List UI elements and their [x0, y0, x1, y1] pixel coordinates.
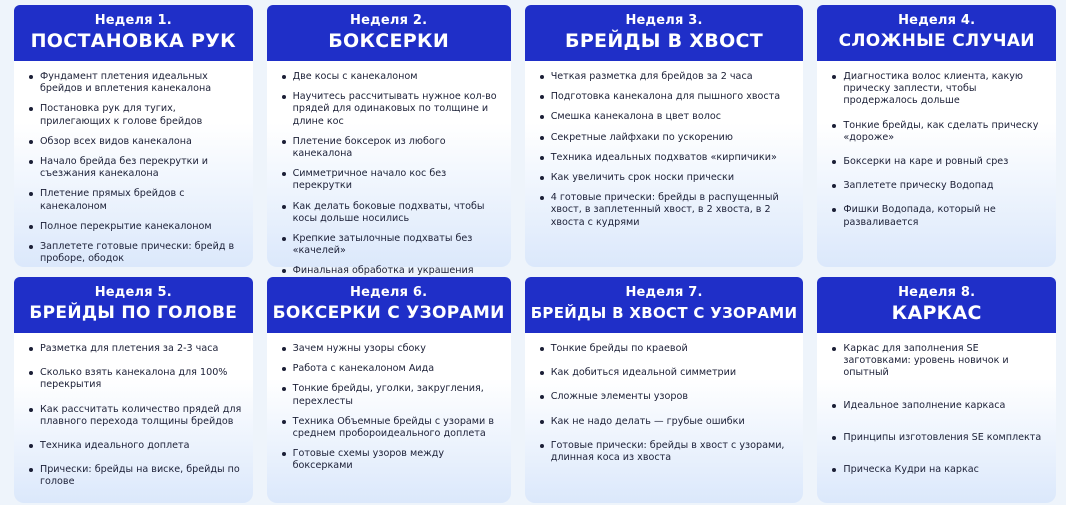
- list-item: Обзор всех видов канекалона: [28, 136, 243, 148]
- list-item: Плетение прямых брейдов с канекалоном: [28, 188, 243, 212]
- week-items: [525, 61, 804, 267]
- week-card-6: [267, 277, 511, 503]
- week-card-2: [267, 5, 511, 277]
- list-item: Заплетете прическу Водопад: [831, 180, 1046, 192]
- week-card-header: [267, 5, 511, 61]
- list-item: Сложные элементы узоров: [539, 391, 794, 403]
- list-item: 4 готовые прически: брейды в распущенный хвост, в заплетенный хвост, в 2 хвоста, в 2 хвоста с кудрями: [539, 192, 794, 229]
- week-card-header: [267, 277, 511, 333]
- list-item: Постановка рук для тугих, прилегающих к голове брейдов: [28, 103, 243, 127]
- week-number: Неделя 7.: [625, 285, 703, 300]
- week-items: [267, 333, 511, 503]
- week-topic: БОКСЕРКИ: [328, 30, 450, 52]
- week-number: Неделя 4.: [898, 13, 976, 28]
- list-item: Две косы с канекалоном: [281, 71, 501, 83]
- list-item: Тонкие брейды, как сделать прическу «дороже»: [831, 120, 1046, 144]
- list-item: Сколько взять канекалона для 100% перекрытия: [28, 367, 243, 391]
- week-card-header: [14, 5, 253, 61]
- week-topic: БРЕЙДЫ ПО ГОЛОВЕ: [29, 303, 238, 323]
- list-item: Заплетете готовые прически: брейд в проборе, ободок: [28, 241, 243, 265]
- list-item: Крепкие затылочные подхваты без «качелей»: [281, 233, 501, 257]
- week-card-header: [525, 5, 804, 61]
- list-item: Техника идеального доплета: [28, 440, 243, 452]
- list-item: Каркас для заполнения SE заготовками: уровень новичок и опытный: [831, 343, 1046, 380]
- list-item: Тонкие брейды, уголки, закругления, перехлесты: [281, 383, 501, 407]
- list-item: Принципы изготовления SE комплекта: [831, 432, 1046, 444]
- week-card-header: [817, 5, 1056, 61]
- week-card-header: [817, 277, 1056, 333]
- week-topic: БРЕЙДЫ В ХВОСТ: [565, 30, 764, 52]
- list-item: Как делать боковые подхваты, чтобы косы дольше носились: [281, 201, 501, 225]
- list-item: Симметричное начало кос без перекрутки: [281, 168, 501, 192]
- list-item: Смешка канекалона в цвет волос: [539, 111, 794, 123]
- list-item: Прически: брейды на виске, брейды по голове: [28, 464, 243, 488]
- week-items: [14, 333, 253, 503]
- list-item: Работа с канекалоном Аида: [281, 363, 501, 375]
- list-item: Прическа Кудри на каркас: [831, 464, 1046, 476]
- list-item: Плетение боксерок из любого канекалона: [281, 136, 501, 160]
- list-item: Как рассчитать количество прядей для плавного перехода толщины брейдов: [28, 404, 243, 428]
- week-topic: БРЕЙДЫ В ХВОСТ С УЗОРАМИ: [530, 304, 798, 322]
- list-item: Подготовка канекалона для пышного хвоста: [539, 91, 794, 103]
- week-topic: БОКСЕРКИ С УЗОРАМИ: [272, 303, 505, 323]
- week-card-7: [525, 277, 804, 503]
- week-number: Неделя 6.: [350, 285, 428, 300]
- list-item: Научитесь рассчитывать нужное кол-во прядей для одинаковых по толщине и длине кос: [281, 91, 501, 128]
- week-number: Неделя 3.: [625, 13, 703, 28]
- list-item: Как увеличить срок носки прически: [539, 172, 794, 184]
- week-number: Неделя 1.: [94, 13, 172, 28]
- week-items: [267, 61, 511, 286]
- list-item: Секретные лайфхаки по ускорению: [539, 132, 794, 144]
- week-topic: СЛОЖНЫЕ СЛУЧАИ: [838, 31, 1035, 51]
- week-card-5: [14, 277, 253, 503]
- list-item: Боксерки на каре и ровный срез: [831, 156, 1046, 168]
- list-item: Готовые прически: брейды в хвост с узорами, длинная коса из хвоста: [539, 440, 794, 464]
- week-items: [817, 333, 1056, 503]
- list-item: Финальная обработка и украшения: [281, 265, 501, 277]
- list-item: Диагностика волос клиента, какую прическу заплести, чтобы продержалось дольше: [831, 71, 1046, 108]
- list-item: Готовые схемы узоров между боксерками: [281, 448, 501, 472]
- list-item: Разметка для плетения за 2-3 часа: [28, 343, 243, 355]
- week-number: Неделя 8.: [898, 285, 976, 300]
- week-items: [525, 333, 804, 503]
- week-card-header: [14, 277, 253, 333]
- week-card-4: [817, 5, 1056, 267]
- week-items: [817, 61, 1056, 267]
- week-topic: КАРКАС: [891, 302, 982, 324]
- week-topic: ПОСТАНОВКА РУК: [30, 30, 236, 52]
- list-item: Техника Объемные брейды с узорами в среднем пробороидеального доплета: [281, 416, 501, 440]
- list-item: Фундамент плетения идеальных брейдов и вплетения канекалона: [28, 71, 243, 95]
- list-item: Полное перекрытие канекалоном: [28, 221, 243, 233]
- week-card-8: [817, 277, 1056, 503]
- list-item: Техника идеальных подхватов «кирпичики»: [539, 152, 794, 164]
- week-card-1: [14, 5, 253, 267]
- list-item: Начало брейда без перекрутки и съезжания канекалона: [28, 156, 243, 180]
- list-item: Как добиться идеальной симметрии: [539, 367, 794, 379]
- list-item: Идеальное заполнение каркаса: [831, 400, 1046, 412]
- week-items: [14, 61, 253, 273]
- list-item: Четкая разметка для брейдов за 2 часа: [539, 71, 794, 83]
- list-item: Как не надо делать — грубые ошибки: [539, 416, 794, 428]
- week-card-header: [525, 277, 804, 333]
- week-number: Неделя 2.: [350, 13, 428, 28]
- week-card-3: [525, 5, 804, 267]
- list-item: Тонкие брейды по краевой: [539, 343, 794, 355]
- list-item: Фишки Водопада, который не разваливается: [831, 204, 1046, 228]
- list-item: Зачем нужны узоры сбоку: [281, 343, 501, 355]
- week-number: Неделя 5.: [94, 285, 172, 300]
